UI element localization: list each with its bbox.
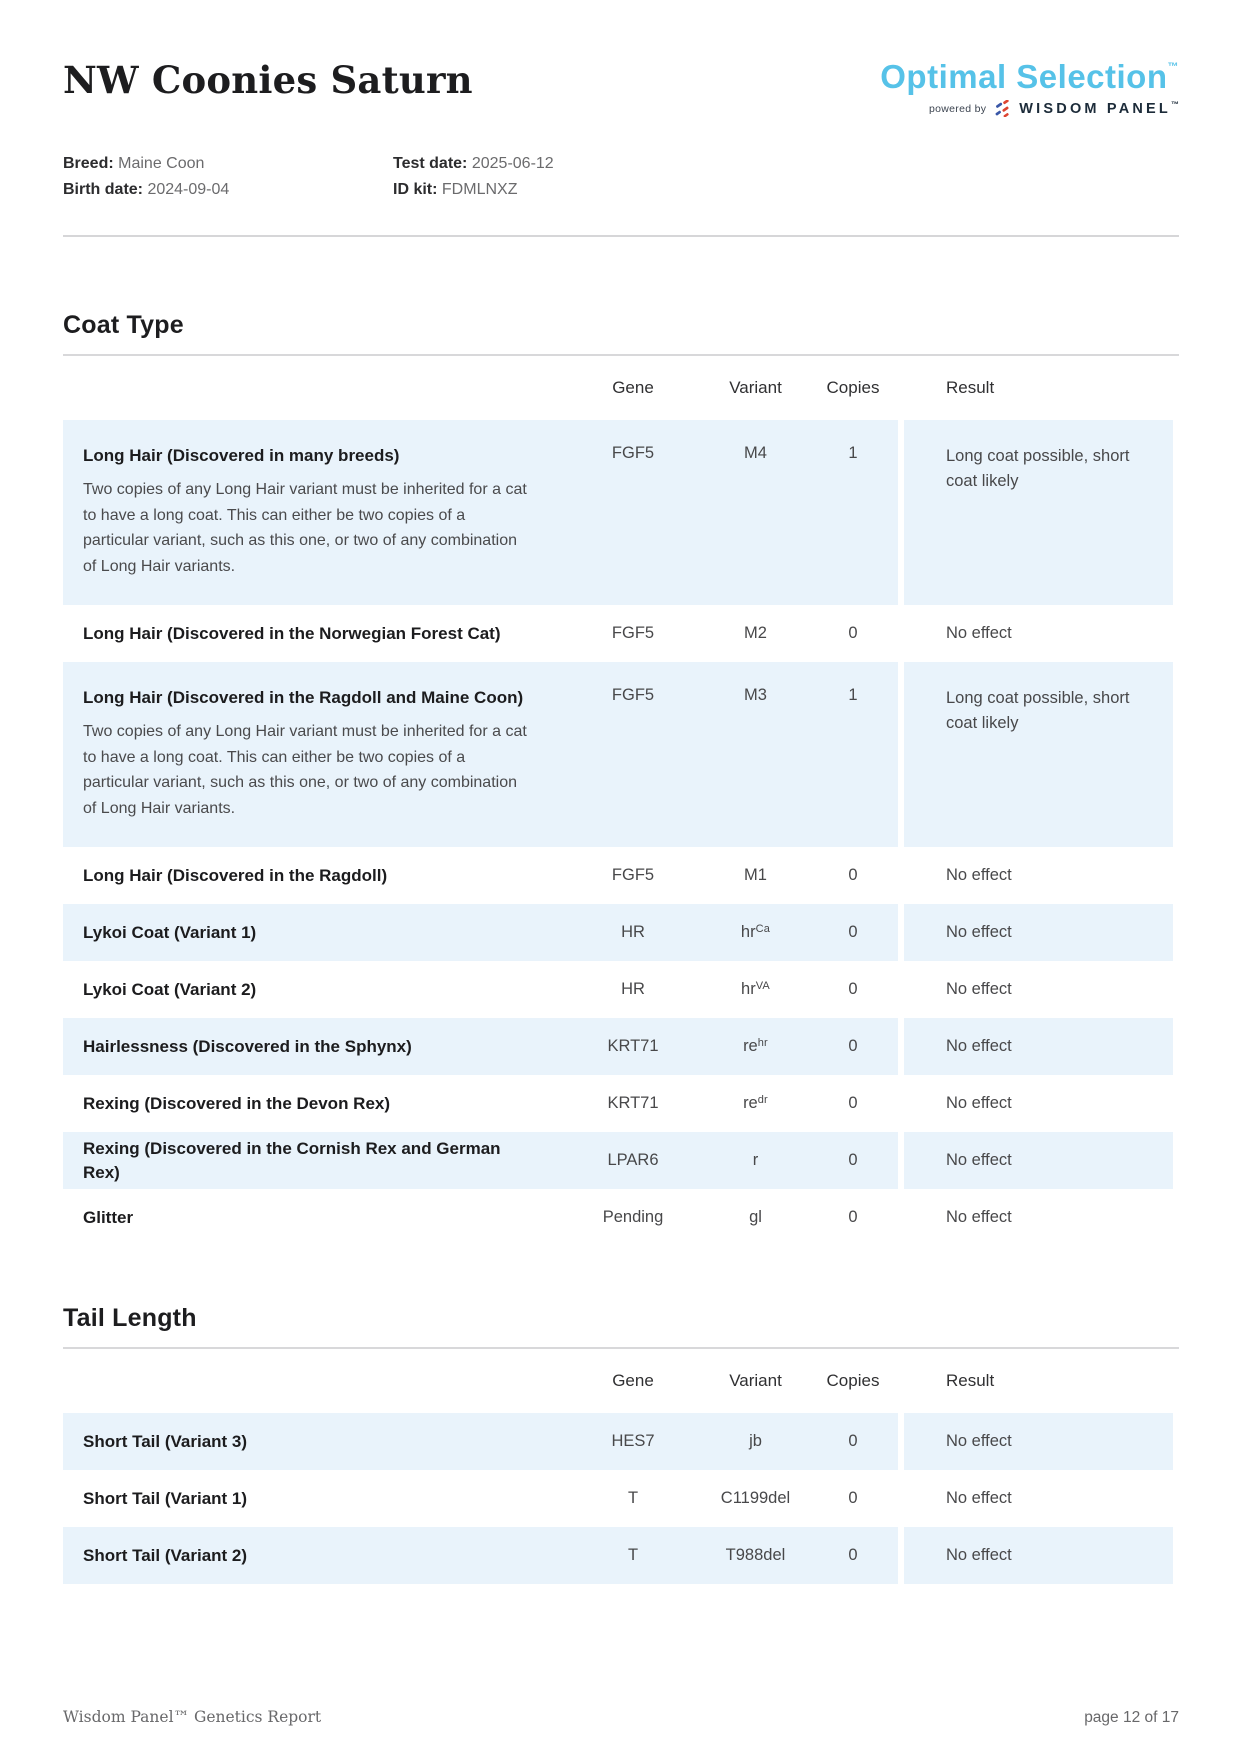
copies-value: 0 <box>808 1527 898 1584</box>
variant-column-header: Variant <box>729 378 782 397</box>
copies-value: 1 <box>808 420 898 605</box>
birth-date-label: Birth date: <box>63 181 143 198</box>
meta-right-column <box>393 151 723 203</box>
table-row <box>63 1075 1173 1132</box>
trait-name-cell <box>63 1132 563 1189</box>
result-value: No effect <box>904 1527 1173 1584</box>
variant-value: $re^{dr}$ <box>743 1094 768 1112</box>
result-value: No effect <box>904 1132 1173 1189</box>
table-row <box>63 904 1173 961</box>
variant-value: $hr^{Ca}$ <box>703 904 808 961</box>
trait-name-cell <box>63 662 563 847</box>
birth-date-line <box>63 177 393 203</box>
id-kit-label: ID kit: <box>393 181 438 198</box>
id-kit-value: FDMLNXZ <box>441 181 518 198</box>
gene-value: T <box>627 1489 639 1507</box>
variant-superscript: dr <box>757 1094 768 1106</box>
table-row <box>63 1189 1173 1246</box>
gene-value: FGF5 <box>611 866 655 884</box>
variant-value: C1199del <box>720 1489 791 1507</box>
trait-name-cell <box>63 1189 563 1246</box>
table-row <box>63 1018 1173 1075</box>
gene-column-header: Gene <box>612 1371 654 1390</box>
trait-name-cell <box>63 961 563 1018</box>
variant-superscript: Ca <box>755 923 771 935</box>
variant-column-header: Variant <box>729 1371 782 1390</box>
test-date-value: 2025-06-12 <box>471 155 554 172</box>
trait-name-cell <box>63 904 563 961</box>
result-value: No effect <box>946 866 1012 884</box>
gene-value: HR <box>563 904 703 961</box>
powered-by-row <box>880 100 1179 117</box>
table-row <box>63 1132 1173 1189</box>
result-value: No effect <box>946 980 1012 998</box>
table-header-row <box>63 1349 1173 1413</box>
variant-value: jb <box>703 1413 808 1470</box>
trait-name: Short Tail (Variant 2) <box>83 1545 248 1565</box>
trait-name: Lykoi Coat (Variant 1) <box>83 922 257 942</box>
copies-value: 0 <box>808 1413 898 1470</box>
trait-name: Long Hair (Discovered in the Ragdoll) <box>83 865 388 885</box>
gene-value: LPAR6 <box>563 1132 703 1189</box>
variant-value: M4 <box>703 420 808 605</box>
page-header <box>63 0 1179 117</box>
trait-name: Short Tail (Variant 3) <box>83 1431 248 1451</box>
variant-value: $hr^{VA}$ <box>741 980 770 998</box>
variant-value: T988del <box>703 1527 808 1584</box>
variant-value: M3 <box>703 662 808 847</box>
table-row <box>63 961 1173 1018</box>
gene-value: T <box>563 1527 703 1584</box>
trait-name: Glitter <box>83 1207 134 1227</box>
wisdom-panel-wordmark: WISDOM PANEL™ <box>1019 99 1179 117</box>
trait-name: Long Hair (Discovered in the Ragdoll and Maine Coon) <box>83 688 524 707</box>
result-value: No effect <box>904 1413 1173 1470</box>
result-value: No effect <box>904 904 1173 961</box>
result-column-header: Result <box>946 378 995 397</box>
trait-name-cell <box>63 1470 563 1527</box>
pet-meta <box>63 151 1179 203</box>
trait-description: Two copies of any Long Hair variant must be inherited for a cat to have a long coat. This can either be two copies of a particular variant, such as this one, or two of any combination of Long Hair variants. <box>83 723 527 817</box>
coat-type-rows <box>63 420 1179 1246</box>
gene-value: KRT71 <box>607 1094 659 1112</box>
copies-value: 0 <box>848 1208 858 1226</box>
table-row <box>63 847 1173 904</box>
page-number: page 12 of 17 <box>1084 1709 1179 1726</box>
copies-value: 0 <box>848 980 858 998</box>
copies-value: 0 <box>808 1132 898 1189</box>
trait-name-cell <box>63 1018 563 1075</box>
section-coat-type <box>63 311 1179 1246</box>
trait-name: Hairlessness (Discovered in the Sphynx) <box>83 1036 412 1056</box>
variant-value: M2 <box>744 624 767 642</box>
copies-value: 0 <box>848 1094 858 1112</box>
trait-name-cell <box>63 605 563 662</box>
gene-value: KRT71 <box>563 1018 703 1075</box>
trademark-symbol: ™ <box>1167 61 1179 73</box>
copies-column-header: Copies <box>826 378 880 397</box>
trait-name-cell <box>63 1527 563 1584</box>
gene-value: Pending <box>602 1208 664 1226</box>
copies-value: 0 <box>848 624 858 642</box>
variant-superscript: VA <box>755 980 770 992</box>
optimal-selection-wordmark: Optimal Selection™ <box>880 58 1179 95</box>
result-value: No effect <box>946 624 1012 642</box>
section-title: Coat Type <box>63 311 184 339</box>
copies-value: 0 <box>808 1018 898 1075</box>
variant-value: gl <box>749 1208 762 1226</box>
trait-name-cell <box>63 1075 563 1132</box>
result-value: No effect <box>946 1094 1012 1112</box>
copies-value: 0 <box>808 904 898 961</box>
brand-logo <box>880 58 1179 117</box>
test-date-line <box>393 151 723 177</box>
id-kit-line <box>393 177 723 203</box>
trademark-symbol: ™ <box>1171 99 1179 109</box>
test-date-label: Test date: <box>393 155 468 172</box>
table-row <box>63 1413 1173 1470</box>
result-value: No effect <box>946 1208 1012 1226</box>
section-title: Tail Length <box>63 1304 197 1332</box>
trait-name-cell <box>63 847 563 904</box>
variant-value: $re^{hr}$ <box>703 1018 808 1075</box>
powered-by-label: powered by <box>928 102 987 115</box>
copies-value: 0 <box>848 866 858 884</box>
trait-description: Two copies of any Long Hair variant must be inherited for a cat to have a long coat. This can either be two copies of a particular variant, such as this one, or two of any combination of Long Hair variants. <box>83 481 527 575</box>
table-row <box>63 662 1173 847</box>
variant-superscript: hr <box>757 1037 768 1049</box>
copies-column-header: Copies <box>826 1371 880 1390</box>
gene-value: HES7 <box>563 1413 703 1470</box>
gene-column-header: Gene <box>612 378 654 397</box>
tail-length-rows <box>63 1413 1179 1584</box>
trait-name: Rexing (Discovered in the Cornish Rex and German Rex) <box>83 1138 501 1182</box>
table-row <box>63 605 1173 662</box>
gene-value: FGF5 <box>563 662 703 847</box>
breed-label: Breed: <box>63 155 114 172</box>
trait-name: Long Hair (Discovered in many breeds) <box>83 446 400 465</box>
gene-value: FGF5 <box>611 624 655 642</box>
birth-date-value: 2024-09-04 <box>147 181 230 198</box>
header-divider <box>63 235 1179 237</box>
table-row <box>63 420 1173 605</box>
trait-name-cell <box>63 420 563 605</box>
section-tail-length <box>63 1304 1179 1584</box>
page-title: NW Coonies Saturn <box>63 58 473 102</box>
breed-value: Maine Coon <box>118 155 205 172</box>
variant-value: M1 <box>744 866 767 884</box>
breed-line <box>63 151 393 177</box>
trait-name: Lykoi Coat (Variant 2) <box>83 979 257 999</box>
page-footer <box>63 1708 1179 1727</box>
dna-helix-icon <box>994 100 1011 117</box>
gene-value: FGF5 <box>563 420 703 605</box>
trait-name: Long Hair (Discovered in the Norwegian Forest Cat) <box>83 623 501 643</box>
trait-name-cell <box>63 1413 563 1470</box>
footer-report-name: Wisdom Panel™ Genetics Report <box>63 1708 322 1726</box>
table-header-row <box>63 356 1173 420</box>
table-row <box>63 1527 1173 1584</box>
gene-value: HR <box>621 980 645 998</box>
result-value: Long coat possible, short coat likely <box>904 662 1173 847</box>
copies-value: 0 <box>848 1489 858 1507</box>
result-value: Long coat possible, short coat likely <box>904 420 1173 605</box>
result-value: No effect <box>904 1018 1173 1075</box>
copies-value: 1 <box>808 662 898 847</box>
variant-value: r <box>703 1132 808 1189</box>
trait-name: Short Tail (Variant 1) <box>83 1488 248 1508</box>
trait-name: Rexing (Discovered in the Devon Rex) <box>83 1093 391 1113</box>
table-row <box>63 1470 1173 1527</box>
meta-left-column <box>63 151 393 203</box>
result-value: No effect <box>946 1489 1012 1507</box>
result-column-header: Result <box>946 1371 995 1390</box>
